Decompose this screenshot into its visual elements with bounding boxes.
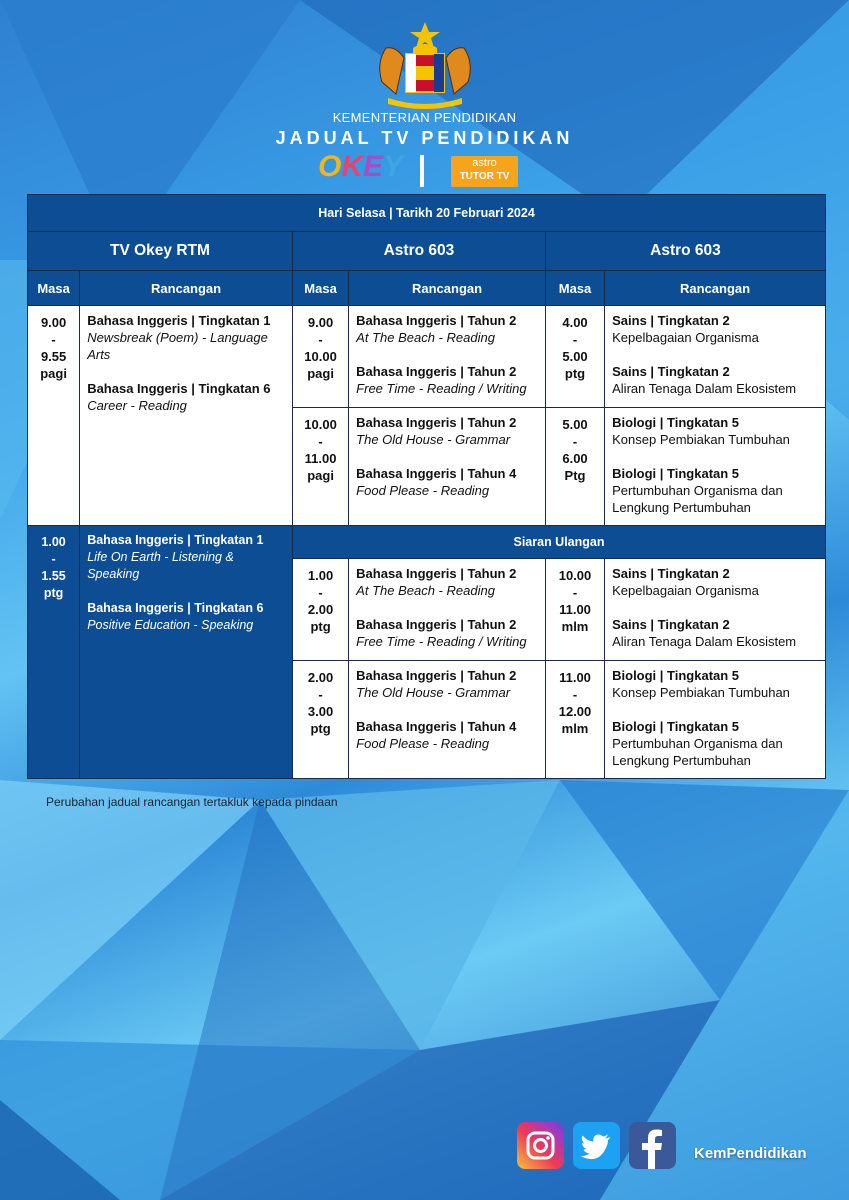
program-title: Sains | Tingkatan 2 [612,364,730,379]
time-start: 5.00 [562,417,588,432]
program-topic: Pertumbuhan Organisma dan Lengkung Pertumbuhan [612,483,783,515]
time-dash: - [318,585,323,600]
date-text: Hari Selasa | Tarikh 20 Februari 2024 [28,195,826,232]
program-entry [356,616,539,650]
time-dash: - [318,332,323,347]
schedule-table [27,194,826,779]
time-cell [292,306,348,408]
program-cell [605,408,826,526]
time-end: 5.00 [562,349,588,364]
time-period: ptg [564,366,586,381]
program-title: Bahasa Inggeris | Tahun 2 [356,364,517,379]
time-end: 6.00 [562,451,588,466]
program-title: Sains | Tingkatan 2 [612,617,730,632]
program-title: Biologi | Tingkatan 5 [612,415,740,430]
program-entry [356,465,539,499]
program-entry [612,565,819,599]
time-period: pagi [307,366,334,381]
channel-astro-a: Astro 603 [292,232,545,271]
time-start: 9.00 [307,315,334,330]
program-cell [349,306,546,408]
program-cell [605,306,826,408]
time-end: 10.00 [304,349,337,364]
program-entry [612,312,819,346]
program-entry [612,414,819,448]
time-end: 9.55 [40,349,67,364]
schedule-disclaimer: Perubahan jadual rancangan tertakluk kepada pindaan [46,795,338,809]
program-entry [612,667,819,701]
facebook-icon[interactable] [629,1122,676,1169]
program-entry [612,363,819,397]
program-entry [612,718,819,769]
time-cell [292,408,348,526]
channel-okey: TV Okey RTM [28,232,293,271]
time-start: 1.00 [307,568,334,583]
time-cell [545,408,604,526]
time-end: 12.00 [558,704,592,719]
time-end: 1.55 [41,569,66,583]
astro-tutor-tv-logo [451,156,518,187]
program-title: Bahasa Inggeris | Tahun 2 [356,668,517,683]
program-entry [356,667,539,701]
time-end: 11.00 [304,451,337,466]
program-topic: Konsep Pembiakan Tumbuhan [612,432,790,447]
social-handle[interactable]: KemPendidikan [694,1145,807,1162]
okey-letter: K [341,150,364,183]
time-dash: - [51,552,56,566]
instagram-glyph [517,1122,564,1169]
program-entry [356,718,539,752]
time-cell [545,559,604,661]
col-rancangan: Rancangan [80,271,293,306]
program-topic: Pertumbuhan Organisma dan Lengkung Pertumbuhan [612,736,783,768]
program-cell [349,661,546,779]
col-masa: Masa [545,271,604,306]
program-entry [356,312,539,346]
time-cell [292,661,348,779]
program-topic: At The Beach - Reading [356,330,495,345]
program-entry [356,565,539,599]
okey-letter: E [363,150,384,183]
program-title: Bahasa Inggeris | Tingkatan 1 [87,313,271,328]
header [0,0,849,195]
program-topic: Food Please - Reading [356,483,490,498]
program-title: Bahasa Inggeris | Tahun 4 [356,719,517,734]
time-period: pagi [40,366,67,381]
time-end: 11.00 [559,602,591,617]
time-start: 2.00 [307,670,334,685]
program-title: Bahasa Inggeris | Tingkatan 1 [87,533,264,547]
time-cell [28,526,80,779]
program-topic: Newsbreak (Poem) - Language Arts [87,330,268,362]
program-topic: Aliran Tenaga Dalam Ekosistem [612,381,797,396]
program-topic: Konsep Pembiakan Tumbuhan [612,685,790,700]
time-cell [292,559,348,661]
time-period: pagi [307,468,334,483]
time-cell [545,306,604,408]
time-cell [545,661,604,779]
okey-letter: O [318,150,342,183]
program-entry [87,600,286,634]
time-period: Ptg [564,468,586,483]
program-entry [612,465,819,516]
program-topic: At The Beach - Reading [356,583,495,598]
program-title: Biologi | Tingkatan 5 [612,719,740,734]
program-cell [349,408,546,526]
ministry-name: KEMENTERIAN PENDIDIKAN [332,110,517,125]
time-start: 1.00 [41,535,66,549]
time-dash: - [572,585,578,600]
time-dash: - [318,434,323,449]
date-row [28,195,826,232]
program-entry [356,414,539,448]
program-title: Bahasa Inggeris | Tahun 2 [356,415,517,430]
instagram-icon[interactable] [517,1122,564,1169]
time-period: ptg [310,619,331,634]
time-start: 10.00 [558,568,592,583]
twitter-icon[interactable] [573,1122,620,1169]
logo-divider [420,155,424,187]
time-dash: - [318,687,323,702]
program-topic: Free Time - Reading / Writing [356,634,527,649]
program-topic: Kepelbagaian Organisma [612,583,759,598]
program-title: Bahasa Inggeris | Tahun 2 [356,617,517,632]
program-topic: Kepelbagaian Organisma [612,330,759,345]
program-title: Bahasa Inggeris | Tahun 2 [356,313,517,328]
time-cell [28,306,80,526]
time-dash: - [572,434,578,449]
okey-letter: Y [383,150,404,183]
twitter-bird-glyph [573,1122,620,1169]
coat-of-arms-icon [366,18,484,110]
program-cell [605,559,826,661]
program-title: Biologi | Tingkatan 5 [612,668,740,683]
time-start: 11.00 [559,670,591,685]
time-period: ptg [43,586,64,600]
facebook-glyph [629,1122,676,1169]
program-cell [80,306,293,526]
program-topic: Life On Earth - Listening & Speaking [87,550,234,581]
program-topic: The Old House - Grammar [356,432,511,447]
program-topic: Positive Education - Speaking [87,618,254,632]
tutor-tv-text: TUTOR TV [459,171,510,182]
program-title: Sains | Tingkatan 2 [612,313,730,328]
time-end: 3.00 [307,704,334,719]
table-row [28,306,826,408]
program-topic: Free Time - Reading / Writing [356,381,527,396]
program-entry [356,363,539,397]
program-topic: Aliran Tenaga Dalam Ekosistem [612,634,797,649]
program-title: Bahasa Inggeris | Tahun 2 [356,566,517,581]
column-header-row [28,271,826,306]
time-start: 9.00 [40,315,67,330]
col-masa: Masa [292,271,348,306]
channel-row [28,232,826,271]
time-dash: - [572,687,578,702]
program-topic: The Old House - Grammar [356,685,511,700]
okey-logo [318,150,403,184]
page-title: JADUAL TV PENDIDIKAN [275,128,574,148]
program-cell [80,526,293,779]
col-rancangan: Rancangan [605,271,826,306]
program-entry [87,312,286,363]
time-dash: - [51,332,56,347]
program-topic: Career - Reading [87,398,187,413]
program-entry [612,616,819,650]
program-entry [87,380,286,414]
siaran-ulangan-header: Siaran Ulangan [292,526,825,559]
time-start: 10.00 [304,417,337,432]
time-dash: - [572,332,578,347]
program-title: Bahasa Inggeris | Tingkatan 6 [87,381,271,396]
program-entry [87,532,286,583]
program-cell [349,559,546,661]
time-period: ptg [310,721,331,736]
program-title: Bahasa Inggeris | Tingkatan 6 [87,601,264,615]
time-end: 2.00 [307,602,334,617]
col-rancangan: Rancangan [349,271,546,306]
time-period: mlm [561,619,589,634]
table-row [28,526,826,559]
astro-logo-text: astro [472,157,497,169]
program-title: Biologi | Tingkatan 5 [612,466,740,481]
col-masa: Masa [28,271,80,306]
program-title: Sains | Tingkatan 2 [612,566,730,581]
time-start: 4.00 [562,315,588,330]
time-period: mlm [561,721,589,736]
program-cell [605,661,826,779]
channel-astro-b: Astro 603 [545,232,825,271]
program-title: Bahasa Inggeris | Tahun 4 [356,466,517,481]
program-topic: Food Please - Reading [356,736,490,751]
